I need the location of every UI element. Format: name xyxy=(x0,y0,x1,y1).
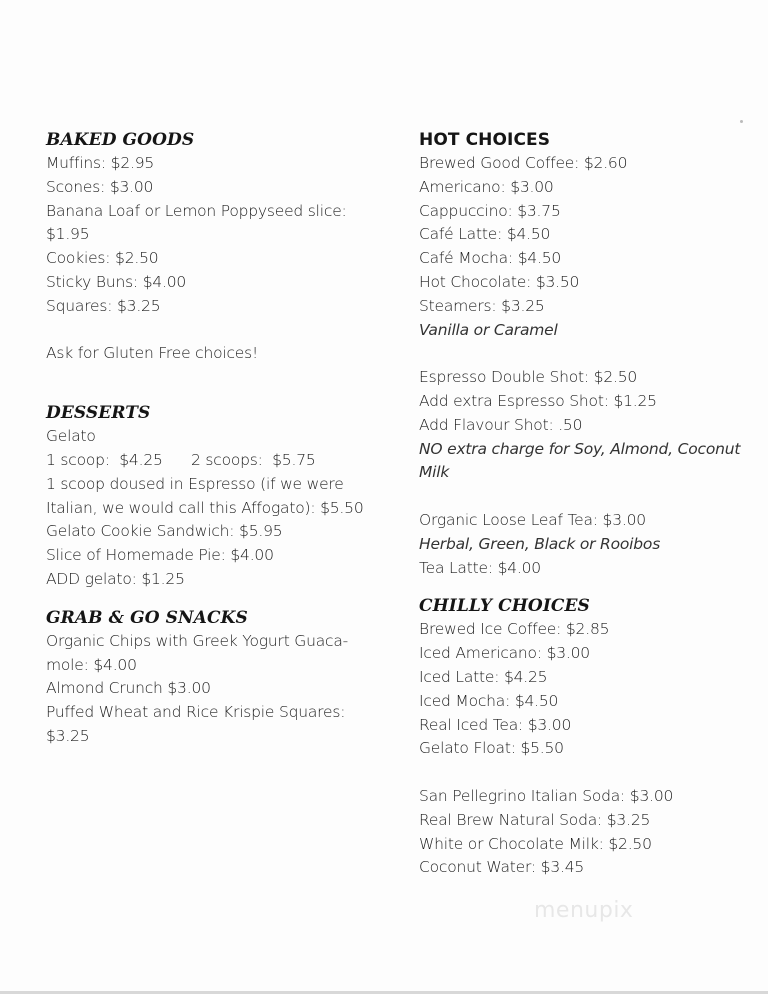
menu-item: Hot Chocolate: $3.50 xyxy=(419,272,580,291)
menu-item: Almond Crunch $3.00 xyxy=(46,679,211,698)
menu-item: ADD gelato: $1.25 xyxy=(46,569,185,588)
menu-item: Muffins: $2.95 xyxy=(46,154,155,172)
menu-item: Café Mocha: $4.50 xyxy=(419,249,562,268)
hot-choices-heading: HOT CHOICES xyxy=(419,130,551,150)
menu-item: mole: $4.00 xyxy=(46,655,137,674)
hot-choices-section xyxy=(419,128,749,580)
menu-item: Real Brew Natural Soda: $3.25 xyxy=(419,810,651,829)
desserts-heading: DESSERTS xyxy=(46,403,151,424)
menu-item: 1 scoop doused in Espresso (if we were xyxy=(46,474,344,493)
menu-item: Banana Loaf or Lemon Poppyseed slice: xyxy=(46,201,347,220)
chilly-choices-heading: CHILLY CHOICES xyxy=(419,596,590,617)
menu-item: Steamers: $3.25 xyxy=(419,296,545,315)
grab-and-go-section xyxy=(46,606,386,749)
menu-item: Squares: $3.25 xyxy=(46,296,161,315)
menu-item: $1.95 xyxy=(46,225,90,244)
menu-item: Iced Latte: $4.25 xyxy=(419,667,548,686)
milk-note: Milk xyxy=(419,463,450,482)
menu-item: Slice of Homemade Pie: $4.00 xyxy=(46,546,274,565)
scan-speck xyxy=(740,120,743,123)
menu-item: Tea Latte: $4.00 xyxy=(419,558,541,577)
gluten-free-note: Ask for Gluten Free choices! xyxy=(46,344,259,363)
menu-item: Sticky Buns: $4.00 xyxy=(46,272,187,291)
menu-item: Add extra Espresso Shot: $1.25 xyxy=(419,391,657,410)
menu-item: Add Flavour Shot: .50 xyxy=(419,415,583,434)
desserts-section xyxy=(46,401,386,592)
menu-item: Gelato Cookie Sandwich: $5.95 xyxy=(46,522,283,541)
grab-and-go-heading: GRAB & GO SNACKS xyxy=(46,607,248,628)
baked-goods-section xyxy=(46,128,386,366)
menu-item: Real Iced Tea: $3.00 xyxy=(419,715,572,734)
menu-item: Coconut Water: $3.45 xyxy=(419,858,585,877)
menu-item: $3.25 xyxy=(46,726,90,745)
steamer-flavours-note: Vanilla or Caramel xyxy=(419,320,558,339)
tea-varieties-note: Herbal, Green, Black or Rooibos xyxy=(419,534,661,553)
menu-item: Iced Americano: $3.00 xyxy=(419,644,590,663)
menu-item: Organic Chips with Greek Yogurt Guaca- xyxy=(46,631,349,650)
chilly-choices-section xyxy=(419,594,749,880)
menu-item: Espresso Double Shot: $2.50 xyxy=(419,368,638,387)
menu-item: San Pellegrino Italian Soda: $3.00 xyxy=(419,786,674,805)
menupix-watermark: menupix xyxy=(534,898,634,923)
menu-item: Americano: $3.00 xyxy=(419,177,554,196)
menu-item: Cappuccino: $3.75 xyxy=(419,201,561,220)
menu-item: Iced Mocha: $4.50 xyxy=(419,691,559,710)
menu-item: Organic Loose Leaf Tea: $3.00 xyxy=(419,510,646,529)
menu-item: Scones: $3.00 xyxy=(46,177,154,196)
right-column xyxy=(419,128,749,880)
menu-item: 1 scoop: $4.25 2 scoops: $5.75 xyxy=(46,450,316,469)
menu-item: Brewed Good Coffee: $2.60 xyxy=(419,154,628,172)
menu-item: Italian, we would call this Affogato): $5.50 xyxy=(46,498,364,517)
menu-item: Puffed Wheat and Rice Krispie Squares: xyxy=(46,703,346,722)
menu-item: Cookies: $2.50 xyxy=(46,249,159,268)
menu-item: Gelato xyxy=(46,427,96,446)
left-column xyxy=(46,128,386,749)
menu-item: Brewed Ice Coffee: $2.85 xyxy=(419,620,610,639)
menu-item: Gelato Float: $5.50 xyxy=(419,739,564,758)
baked-goods-heading: BAKED GOODS xyxy=(46,130,195,150)
menu-item: Café Latte: $4.50 xyxy=(419,225,551,244)
menu-item: White or Chocolate Milk: $2.50 xyxy=(419,834,652,853)
milk-note: NO extra charge for Soy, Almond, Coconut xyxy=(419,439,741,458)
